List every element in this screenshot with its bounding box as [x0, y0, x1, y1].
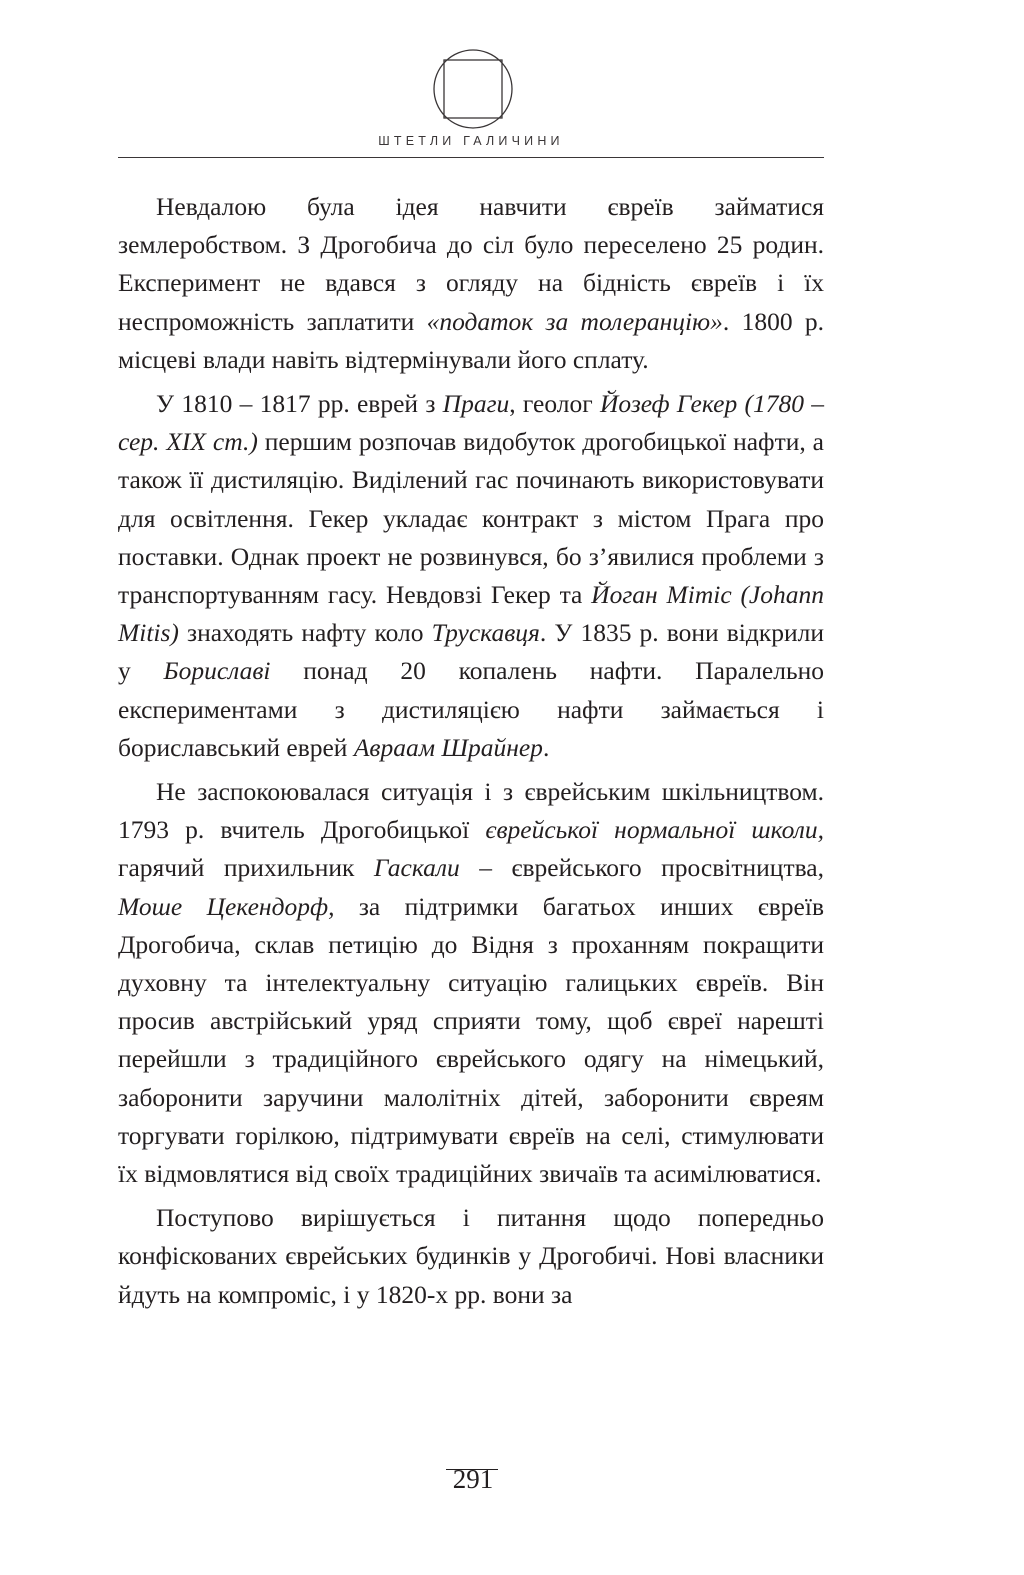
italic-run: Моше Цекендорф, — [118, 891, 335, 921]
italic-run: Бориславі — [163, 656, 271, 686]
italic-run: «податок за толеранцію» — [426, 306, 723, 336]
paragraph — [118, 773, 824, 1193]
text-run: . — [542, 732, 550, 762]
text-run: Поступово вирішується і питання щодо попередньо конфіскованих єврейських будинків у Дрогобичі. Нові власники йдуть на компроміс, і у 1820-х рр. вони за — [118, 1203, 824, 1309]
italic-run: Гаскали — [373, 853, 460, 883]
paragraph — [118, 1199, 824, 1314]
page-number: 291 — [452, 1464, 494, 1494]
text-run: першим розпочав видобуток дрогобицької нафти, а також її дистиляцію. Виділений гас починають використовувати для освітлення. Гекер укладає контракт з містом Прага про поставки. Однак проект не розвинувся, бо з’явилися проблеми з транспортуванням гасу. Невдовзі Гекер та — [118, 427, 824, 610]
text-run: Невдалою була ідея навчити євреїв займатися землеробством. З Дрогобича до сіл було переселено 25 родин. Експеримент не вдався з огляду на бідність євреїв і їх неспроможність заплатити — [118, 192, 824, 336]
circle-square-emblem-icon — [432, 48, 514, 130]
text-run: Не заспокоювалася ситуація і з єврейським шкільництвом. 1793 р. вчитель Дрогобицької — [118, 777, 824, 845]
italic-run: Йозеф Гекер (1780 – сер. XIX ст.) — [118, 389, 825, 457]
text-run: – єврейського просвітництва, — [459, 853, 824, 883]
text-run: . 1800 р. місцеві влади навіть відтермінували його сплату. — [118, 306, 824, 374]
text-run: за підтримки багатьох инших євреїв Дрогобича, склав петицію до Відня з проханням покращити духовну та інтелектуальну ситуацію галицьких євреїв. Він просив австрійський уряд сприяти тому, щоб євреї нарешті перейшли з традиційного єврейського одягу на німецький, заборонити заручини малолітніх дітей, заборонити євреям торгувати горілкою, підтримувати євреїв на селі, стимулювати їх відмовлятися від своїх традиційних звичаїв та асимілюватися. — [118, 891, 824, 1189]
text-run: , геолог — [509, 389, 600, 419]
italic-run: єврейської нормальної школи, — [485, 815, 824, 845]
italic-run: Авраам Шрайнер — [353, 732, 543, 762]
paragraph — [118, 188, 824, 379]
text-run: знаходять нафту коло — [178, 618, 432, 648]
italic-run: Трускавця — [431, 618, 540, 648]
paragraph — [118, 385, 824, 767]
text-run: понад 20 копалень нафти. Паралельно експериментами з дистиляцією нафти займається і бориславський еврей — [118, 656, 824, 762]
header-rule — [118, 157, 824, 158]
running-head: ШТЕТЛИ ГАЛИЧИНИ — [378, 134, 564, 148]
body-text — [118, 188, 824, 1320]
text-run: гарячий прихильник — [118, 853, 374, 883]
italic-run: Йоган Мітіс (Johann Mitis) — [118, 580, 824, 648]
text-run: У 1810 – 1817 рр. еврей з — [156, 389, 443, 419]
italic-run: Праги — [442, 389, 510, 419]
text-run: . У 1835 р. вони відкрили у — [118, 618, 824, 686]
